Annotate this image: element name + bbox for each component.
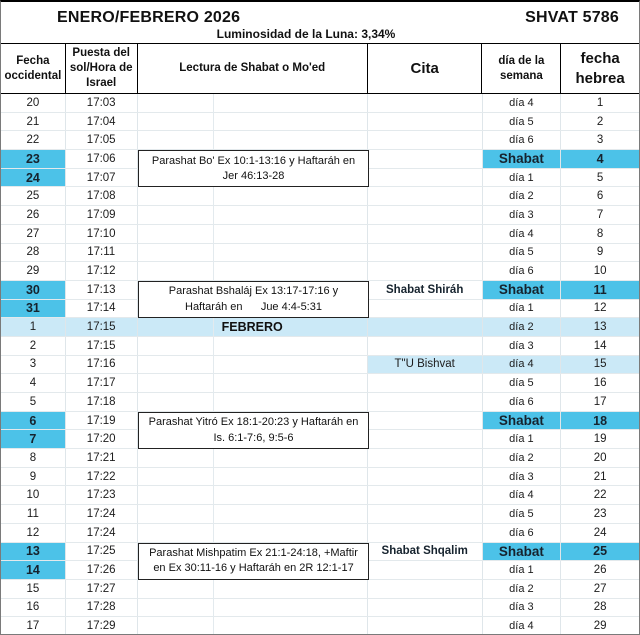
date-cell: 29 — [1, 262, 66, 280]
sunset-cell: 17:15 — [66, 337, 138, 355]
date-cell: 17 — [1, 617, 66, 635]
sunset-cell: 17:09 — [66, 206, 138, 224]
moon-luminosity-row — [1, 27, 639, 43]
date-cell: 8 — [1, 449, 66, 467]
cita-cell — [368, 412, 483, 430]
cita-cell — [368, 113, 483, 131]
lectura-cell — [138, 113, 368, 131]
table-body — [1, 94, 639, 635]
sunset-cell: 17:07 — [66, 169, 138, 187]
date-cell: 5 — [1, 393, 66, 411]
weekday-cell: día 3 — [483, 468, 562, 486]
table-row — [1, 580, 639, 599]
parashah-reading-line: Parashat Bo' Ex 10:1-13:16 y Haftaráh en — [151, 154, 356, 167]
date-cell: 11 — [1, 505, 66, 523]
table-row — [1, 374, 639, 393]
lectura-cell — [138, 599, 368, 617]
table-row — [1, 617, 639, 635]
weekday-cell: día 6 — [483, 131, 562, 149]
date-cell: 28 — [1, 244, 66, 262]
weekday-cell: Shabat — [483, 543, 562, 561]
hebrew-date-cell: 10 — [593, 265, 607, 278]
col-header-lectura: Lectura de Shabat o Mo'ed — [138, 44, 368, 93]
col-header-dia-semana: día de la semana — [482, 44, 561, 93]
lectura-cell — [138, 580, 368, 598]
weekday-cell: día 1 — [483, 169, 562, 187]
weekday-cell: Shabat — [483, 150, 562, 168]
hebrew-date-cell: 29 — [593, 620, 607, 633]
cita-cell — [368, 561, 483, 579]
parashah-reading-line: Parashat Mishpatim Ex 21:1-24:18, +Maftir — [149, 547, 358, 559]
lectura-cell — [138, 225, 368, 243]
weekday-cell: día 1 — [483, 561, 562, 579]
weekday-cell: día 2 — [483, 449, 562, 467]
hebrew-date-cell: 17 — [593, 395, 607, 408]
date-cell: 21 — [1, 113, 66, 131]
weekday-cell: día 4 — [483, 356, 562, 374]
cita-cell — [368, 318, 483, 336]
date-cell: 15 — [1, 580, 66, 598]
weekday-cell: día 3 — [483, 206, 562, 224]
lectura-cell — [138, 374, 368, 392]
cita-cell — [368, 617, 483, 635]
parashah-reading-box — [138, 412, 369, 449]
cita-cell: Shabat Shiráh — [368, 281, 483, 299]
hebrew-date-cell: 5 — [596, 171, 604, 184]
sunset-cell: 17:23 — [66, 486, 138, 504]
table-row — [1, 187, 639, 206]
date-cell: 25 — [1, 187, 66, 205]
hebrew-date-cell: 27 — [593, 582, 607, 595]
sunset-cell: 17:26 — [66, 561, 138, 579]
weekday-cell: Shabat — [483, 412, 562, 430]
table-row — [1, 486, 639, 505]
hebrew-date-cell: 14 — [593, 339, 607, 352]
date-cell: 31 — [1, 300, 66, 318]
table-row — [1, 524, 639, 543]
hebrew-date-cell: 9 — [596, 246, 604, 259]
hebrew-date-cell: 13 — [561, 318, 639, 336]
weekday-cell: día 1 — [483, 430, 562, 448]
sunset-cell: 17:04 — [66, 113, 138, 131]
date-cell: 30 — [1, 281, 66, 299]
date-cell: 13 — [1, 543, 66, 561]
cita-cell — [368, 262, 483, 280]
sunset-cell: 17:12 — [66, 262, 138, 280]
table-row — [1, 262, 639, 281]
hebrew-date-cell: 26 — [593, 564, 607, 577]
cita-cell — [368, 169, 483, 187]
weekday-cell: día 6 — [483, 262, 562, 280]
lectura-cell — [138, 94, 368, 112]
sunset-cell: 17:29 — [66, 617, 138, 635]
col-header-cita: Cita — [368, 44, 483, 93]
date-cell: 20 — [1, 94, 66, 112]
cita-cell — [368, 486, 483, 504]
table-header — [1, 43, 639, 94]
table-row — [1, 318, 639, 337]
date-cell: 4 — [1, 374, 66, 392]
weekday-cell: Shabat — [483, 281, 562, 299]
date-cell: 2 — [1, 337, 66, 355]
weekday-cell: día 6 — [483, 393, 562, 411]
parashah-reading-box — [138, 543, 369, 580]
date-cell: 7 — [1, 430, 66, 448]
sunset-cell: 17:03 — [66, 94, 138, 112]
cita-cell — [368, 187, 483, 205]
date-cell: 22 — [1, 131, 66, 149]
date-cell: 1 — [1, 318, 66, 336]
weekday-cell: día 5 — [483, 374, 562, 392]
cita-cell — [368, 300, 483, 318]
lectura-cell — [138, 262, 368, 280]
lectura-cell — [138, 187, 368, 205]
weekday-cell: día 5 — [483, 244, 562, 262]
table-row — [1, 599, 639, 618]
sunset-cell: 17:05 — [66, 131, 138, 149]
cita-cell — [368, 94, 483, 112]
weekday-cell: día 3 — [483, 337, 562, 355]
hebrew-date-cell: 19 — [593, 433, 607, 446]
col-header-fecha-occidental: Fecha occidental — [1, 44, 66, 93]
hebrew-date-cell: 12 — [593, 302, 607, 315]
col-header-puesta-del-sol: Puesta del sol/Hora de Israel — [66, 44, 138, 93]
cita-cell — [368, 374, 483, 392]
weekday-cell: día 5 — [483, 113, 562, 131]
parashah-reading-box — [138, 150, 369, 187]
sunset-cell: 17:28 — [66, 599, 138, 617]
hebrew-month-title: SHVAT 5786 — [525, 9, 619, 26]
hebrew-date-cell: 24 — [593, 526, 607, 539]
hebrew-date-cell: 6 — [596, 190, 604, 203]
sunset-cell: 17:08 — [66, 187, 138, 205]
table-row — [1, 393, 639, 412]
weekday-cell: día 5 — [483, 505, 562, 523]
moon-luminosity-label: Luminosidad de la Luna: 3,34% — [216, 27, 396, 41]
weekday-cell: día 4 — [483, 486, 562, 504]
hebrew-date-cell: 3 — [596, 134, 604, 147]
date-cell: 16 — [1, 599, 66, 617]
hebrew-date-cell: 4 — [561, 150, 639, 168]
cita-cell — [368, 150, 483, 168]
lectura-cell — [138, 486, 368, 504]
gregorian-month-title: ENERO/FEBRERO 2026 — [57, 9, 241, 26]
sunset-cell: 17:21 — [66, 449, 138, 467]
sunset-cell: 17:13 — [66, 281, 138, 299]
cita-cell — [368, 225, 483, 243]
title-bar — [1, 2, 639, 27]
sunset-cell: 17:11 — [66, 244, 138, 262]
parashah-reading-line: en Ex 30:11-16 y Haftaráh en 2R 12:1-17 — [153, 562, 354, 575]
hebrew-date-cell: 2 — [596, 115, 604, 128]
hebrew-date-cell: 8 — [596, 227, 604, 240]
date-cell: 10 — [1, 486, 66, 504]
hebrew-date-cell: 25 — [561, 543, 639, 561]
weekday-cell: día 1 — [483, 300, 562, 318]
table-row — [1, 225, 639, 244]
sunset-cell: 17:24 — [66, 524, 138, 542]
sunset-cell: 17:18 — [66, 393, 138, 411]
hebrew-date-cell: 15 — [561, 356, 639, 374]
hebrew-date-cell: 21 — [593, 470, 607, 483]
sunset-cell: 17:17 — [66, 374, 138, 392]
table-row — [1, 113, 639, 132]
date-cell: 14 — [1, 561, 66, 579]
cita-cell — [368, 337, 483, 355]
sunset-cell: 17:19 — [66, 412, 138, 430]
lectura-cell — [138, 524, 368, 542]
lectura-cell — [138, 617, 368, 635]
parashah-reading-line: Jer 46:13-28 — [222, 169, 285, 182]
lectura-cell — [138, 505, 368, 523]
table-row — [1, 449, 639, 468]
date-cell: 23 — [1, 150, 66, 168]
cita-cell: Shabat Shqalim — [368, 543, 483, 561]
cita-cell — [368, 524, 483, 542]
table-row — [1, 206, 639, 225]
lectura-cell — [138, 244, 368, 262]
cita-cell — [368, 430, 483, 448]
hebrew-date-cell: 20 — [593, 451, 607, 464]
cita-cell — [368, 580, 483, 598]
parashah-reading-line: Is. 6:1-7:6, 9:5-6 — [213, 431, 294, 444]
parashah-reading-box — [138, 281, 369, 318]
cita-cell — [368, 206, 483, 224]
cita-cell — [368, 505, 483, 523]
sunset-cell: 17:25 — [66, 543, 138, 561]
date-cell: 3 — [1, 356, 66, 374]
lectura-cell — [138, 468, 368, 486]
cita-cell — [368, 449, 483, 467]
cita-cell — [368, 131, 483, 149]
table-row — [1, 356, 639, 375]
cita-cell — [368, 393, 483, 411]
hebrew-date-cell: 28 — [593, 601, 607, 614]
lectura-cell — [138, 337, 368, 355]
hebrew-date-cell: 18 — [561, 412, 639, 430]
weekday-cell: día 3 — [483, 599, 562, 617]
lectura-cell — [138, 393, 368, 411]
hebrew-date-cell: 11 — [561, 281, 639, 299]
date-cell: 9 — [1, 468, 66, 486]
col-header-fecha-hebrea — [561, 44, 639, 93]
cita-cell — [368, 244, 483, 262]
hebrew-date-cell: 16 — [593, 377, 607, 390]
lectura-cell: FEBRERO — [138, 318, 368, 336]
date-cell: 24 — [1, 169, 66, 187]
cita-cell — [368, 599, 483, 617]
sunset-cell: 17:15 — [66, 318, 138, 336]
sunset-cell: 17:22 — [66, 468, 138, 486]
weekday-cell: día 4 — [483, 617, 562, 635]
sunset-cell: 17:20 — [66, 430, 138, 448]
table-row — [1, 131, 639, 150]
weekday-cell: día 2 — [483, 318, 562, 336]
date-cell: 12 — [1, 524, 66, 542]
weekday-cell: día 2 — [483, 187, 562, 205]
lectura-cell — [138, 131, 368, 149]
table-row — [1, 244, 639, 263]
hebrew-date-cell: 7 — [596, 208, 604, 221]
sunset-cell: 17:06 — [66, 150, 138, 168]
hebrew-date-cell: 1 — [596, 96, 604, 109]
parashah-reading-line: Parashat Yitró Ex 18:1-20:23 y Haftaráh en — [148, 416, 359, 429]
sunset-cell: 17:16 — [66, 356, 138, 374]
sunset-cell: 17:27 — [66, 580, 138, 598]
sunset-cell: 17:14 — [66, 300, 138, 318]
table-row — [1, 468, 639, 487]
weekday-cell: día 4 — [483, 94, 562, 112]
cita-cell: T"U Bishvat — [368, 356, 483, 374]
col-header-fecha-hebrea-label: fecha hebrea — [575, 50, 625, 87]
parashah-reading-line: Parashat Bshaláj Ex 13:17-17:16 y — [168, 285, 339, 298]
weekday-cell: día 2 — [483, 580, 562, 598]
lectura-cell — [138, 356, 368, 374]
date-cell: 27 — [1, 225, 66, 243]
hebrew-date-cell: 22 — [593, 489, 607, 502]
hebrew-date-cell: 23 — [593, 507, 607, 520]
lectura-cell — [138, 206, 368, 224]
table-row — [1, 337, 639, 356]
date-cell: 26 — [1, 206, 66, 224]
sunset-cell: 17:24 — [66, 505, 138, 523]
weekday-cell: día 6 — [483, 524, 562, 542]
sunset-cell: 17:10 — [66, 225, 138, 243]
date-cell: 6 — [1, 412, 66, 430]
cita-cell — [368, 468, 483, 486]
table-row — [1, 505, 639, 524]
parashah-reading-line: Haftaráh en Jue 4:4-5:31 — [185, 300, 322, 313]
weekday-cell: día 4 — [483, 225, 562, 243]
table-row — [1, 94, 639, 113]
lectura-cell — [138, 449, 368, 467]
